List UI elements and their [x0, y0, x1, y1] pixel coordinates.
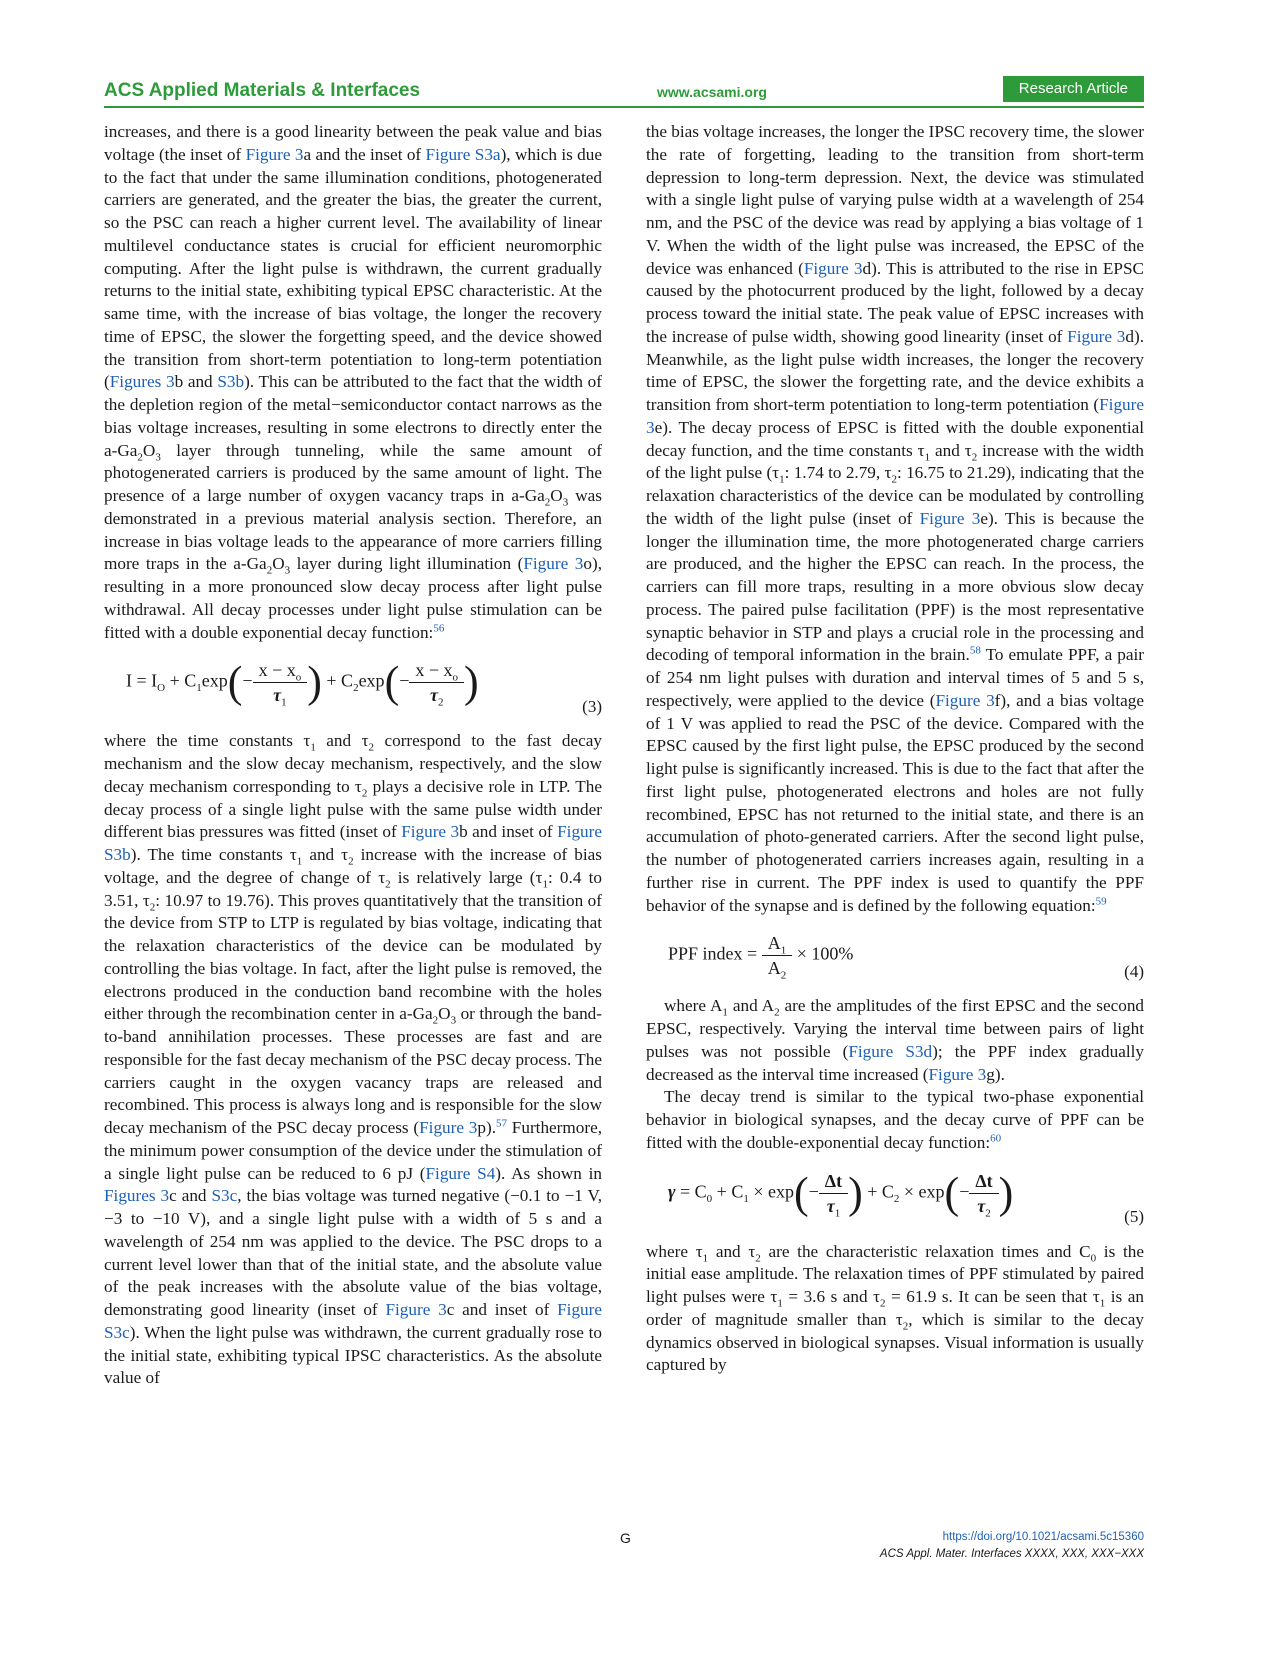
- article-type-badge: Research Article: [1003, 76, 1144, 102]
- right-paragraph-1: the bias voltage increases, the longer the IPSC recovery time, the slower the rate of forgetting, leading to the transition from short-term depression to long-term depression. Next, the device was stimulated with a single light pulse of varying pulse width at a wavelength of 254 nm, and the PSC of the device was read by applying a bias voltage of 1 V. When the width of the light pulse was increased, the EPSC of the device was enhanced (Figure 3d). This is attributed to the rise in EPSC caused by the photocurrent produced by the light, followed by a decay process toward the initial state. The peak value of EPSC increases with the increase of pulse width, showing good linearity (inset of Figure 3d). Meanwhile, as the light pulse width increases, the longer the recovery time of EPSC, the slower the forgetting rate, and the device exhibits a transition from short-term potentiation to long-term potentiation (Figure 3e). The decay process of EPSC is fitted with the double exponential decay function, and the time constants $\tau_1$ and $\tau_2$ increase with the width of the light pulse ($\tau_1$: 1.74 to 2.79, $\tau_2$: 16.75 to 21.29), indicating that the relaxation characteristics of the device can be modulated by controlling the width of the light pulse (inset of Figure 3e). This is because the longer the illumination time, the more photogenerated charge carriers are produced, and the higher the EPSC can reach. In the process, the carriers can fill more traps, resulting in a more obvious slow decay process. The paired pulse facilitation (PPF) is the most representative synaptic behavior in STP and plays a crucial role in the processing and decoding of temporal information in the brain.$^{58}$ To emulate PPF, a pair of 254 nm light pulses with duration and interval times of 5 and 5 s, respectively, were applied to the device (Figure 3f), and a bias voltage of 1 V was applied to read the PSC of the device. Compared with the EPSC caused by the first light pulse, the EPSC produced by the second light pulse is significantly increased. This is due to the fact that after the first light pulse, photogenerated electrons and holes are not fully recombined, EPSC has not returned to the initial state, and there is an accumulation of photo-generated carriers. After the second light pulse, the number of photogenerated carriers increases again, resulting in a further rise in current. The PPF index is used to quantify the PPF behavior of the synapse and is defined by the following equation:$^{59}$: [646, 122, 1145, 915]
- right-paragraph-4: where $\tau_1$ and $\tau_2$ are the characteristic relaxation times and $C_0$ is the initial ease amplitude. The relaxation times of PPF stimulated by paired light pulses were $\tau_1 = 3.6$ s and $\tau_2 = 61.9$ s. It can be seen that $\tau_1$ is an order of magnitude smaller than $\tau_2$, which is similar to the decay dynamics observed in biological synapses. Visual information is usually captured by: [646, 1241, 1144, 1375]
- journal-title[interactable]: ACS Applied Materials & Interfaces: [104, 80, 421, 101]
- citation-link[interactable]: 57: [496, 1117, 507, 1130]
- right-column: [646, 121, 1144, 1377]
- figure-link[interactable]: Figure 3: [1067, 326, 1126, 346]
- equation-5: $\gamma = C_0 + C_1 \times \exp(-$ $\frac{\Delta t}{\tau_1}$ ) + $C_2 \times \exp(-$ $\frac{\Delta t}{\tau_2}$ ) (5): [646, 1169, 1144, 1231]
- citation-link[interactable]: 58: [969, 644, 981, 657]
- figure-link[interactable]: Figure 3: [401, 822, 460, 842]
- figure-link[interactable]: Figure S3c: [104, 1300, 602, 1342]
- right-paragraph-2: where $A_1$ and $A_2$ are the amplitudes of the first EPSC and the second EPSC, respectively. Varying the interval time between pairs of light pulses was not possible (Figure S3d); the PPF index gradually decreased as the interval time increased (Figure 3g).: [646, 996, 1145, 1084]
- left-paragraph-1: increases, and there is a good linearity between the peak value and bias voltage (the inset of Figure 3a and the inset of Figure S3a), which is due to the fact that under the same illumination conditions, photogenerated carriers are generated, and the greater the bias, the greater the current, so the PSC can reach a higher current level. The availability of linear multilevel conductance states is crucial for efficient neuromorphic computing. After the light pulse is withdrawn, the current gradually returns to the initial state, exhibiting typical EPSC characteristic. At the same time, with the increase of bias voltage, the longer the recovery time of EPSC, the slower the forgetting speed, and the device showed the transition from short-term potentiation to long-term potentiation (Figures 3b and S3b). This can be attributed to the fact that the width of the depletion region of the metal−semiconductor contact narrows as the bias voltage increases, resulting in some electrons to directly enter the $a-Ga_2O_3$ layer through tunneling, while the same amount of photogenerated carriers is produced by the same amount of light. The presence of a large number of oxygen vacancy traps in $a-Ga_2O_3$ was demonstrated in a previous material analysis section. Therefore, an increase in bias voltage leads to the appearance of more carriers filling more traps in the $a-Ga_2O_3$ layer during light illumination (Figure 3o), resulting in a more pronounced slow decay process after light pulse withdrawal. All decay processes under light pulse stimulation can be fitted with a double exponential decay function:$^{56}$: [104, 122, 602, 642]
- right-paragraph-3: The decay trend is similar to the typical two-phase exponential behavior in biological synapses, and the decay curve of PPF can be fitted with the double-exponential decay function:$^{60}$: [646, 1087, 1144, 1152]
- equation-number: (5): [1124, 1206, 1144, 1226]
- figure-link[interactable]: Figure 3: [523, 554, 584, 574]
- figure-link[interactable]: S3c: [211, 1186, 238, 1206]
- left-paragraph-2: where the time constants $\tau_1$ and $\tau_2$ correspond to the fast decay mechanism and the slow decay mechanism, respectively, and the slow decay mechanism corresponding to $\tau_2$ plays a decisive role in LTP. The decay process of a single light pulse with the same pulse width under different bias pressures was fitted (inset of Figure 3b and inset of Figure S3b). The time constants $\tau_1$ and $\tau_2$ increase with the increase of bias voltage, and the degree of change of $\tau_2$ is relatively large ($\tau_1$: 0.4 to 3.51, $\tau_2$: 10.97 to 19.76). This proves quantitatively that the transition of the device from STP to LTP is regulated by bias voltage, indicating that the relaxation characteristics of the device can be modulated by controlling the bias voltage. In fact, after the light pulse is removed, the electrons produced in the conduction band recombine with the holes either through the recombination center in $a-Ga_2O_3$ or through the band-to-band annihilation processes. These processes are fast and are responsible for the fast decay mechanism of the PSC decay process. The carriers caught in the oxygen vacancy traps are released and recombined. This process is always long and is responsible for the slow decay mechanism of the PSC decay process (Figure 3p).$^{57}$ Furthermore, the minimum power consumption of the device under the stimulation of a single light pulse can be reduced to 6 pJ (Figure S4). As shown in Figures 3c and S3c, the bias voltage was turned negative (−0.1 to −1 V, −3 to −10 V), and a single light pulse with a width of 5 s and a wavelength of 254 nm was applied to the device. The PSC drops to a current level lower than that of the initial state, and the absolute value of the peak increases with the absolute value of the bias voltage, demonstrating good linearity (inset of Figure 3c and inset of Figure S3c). When the light pulse was withdrawn, the current gradually rose to the initial state, exhibiting typical IPSC characteristics. As the absolute value of: [104, 731, 602, 1388]
- citation-link[interactable]: 59: [1095, 894, 1107, 907]
- left-column: [104, 121, 602, 1390]
- journal-citation: ACS Appl. Mater. Interfaces XXXX, XXX, XXX−XXX: [879, 1548, 1144, 1560]
- figure-link[interactable]: Figure 3: [419, 1118, 478, 1137]
- figure-link[interactable]: Figure 3: [928, 1064, 987, 1084]
- figure-link[interactable]: Figures 3: [109, 372, 175, 392]
- page-header: [104, 78, 1144, 108]
- figure-link[interactable]: Figure 3: [919, 508, 981, 528]
- citation-link[interactable]: 60: [990, 1132, 1002, 1145]
- figure-link[interactable]: Figure 3: [245, 144, 304, 164]
- figure-link[interactable]: Figure 3: [385, 1300, 447, 1319]
- equation-3: $I = I_O + C_1\exp(-$ $\frac{x - x_o}{\tau_1}$ ) + $C_2\exp(-$ $\frac{x - x_o}{\tau_2}$ ) (3): [104, 658, 602, 720]
- doi-link[interactable]: https://doi.org/10.1021/acsami.5c15360: [942, 1531, 1144, 1543]
- figure-link[interactable]: Figure S3d: [848, 1041, 933, 1061]
- figure-link[interactable]: Figure 3: [935, 690, 995, 710]
- figure-link[interactable]: Figure 3: [803, 258, 863, 278]
- journal-website-link[interactable]: www.acsami.org: [657, 84, 767, 100]
- citation-link[interactable]: 56: [433, 621, 445, 634]
- figure-link[interactable]: Figure S3a: [425, 144, 501, 164]
- equation-number: (3): [582, 696, 602, 716]
- figure-link[interactable]: Figure 3: [646, 395, 1144, 437]
- figure-link[interactable]: Figure S3b: [104, 822, 602, 864]
- figure-link[interactable]: S3b: [217, 372, 245, 392]
- equation-4: PPF index = $\frac{A_1}{A_2}$ × 100% (4): [668, 933, 1144, 982]
- page-number: G: [620, 1530, 631, 1546]
- figure-link[interactable]: Figures 3: [104, 1186, 170, 1206]
- figure-link[interactable]: Figure S4: [425, 1163, 496, 1183]
- equation-number: (4): [1124, 961, 1144, 981]
